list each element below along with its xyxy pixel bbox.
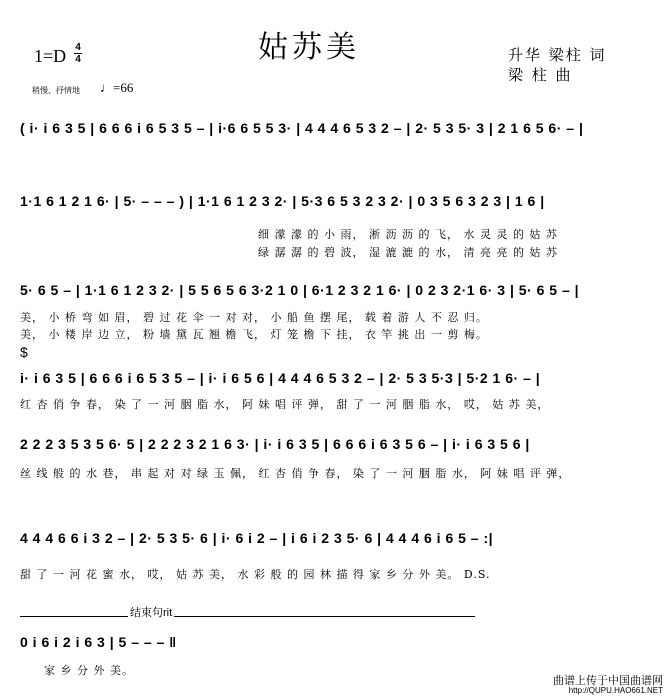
- meter-bottom: 4: [75, 54, 81, 65]
- time-signature: [74, 42, 82, 65]
- composer-credit: 梁 柱 曲: [508, 66, 573, 84]
- notation-line-3: 5· 6 5 – | 1·1 6 1 2 3 2· | 5 5 6 5 6 3·2 1 0 | 6·1 2 3 2 1 6· | 0 2 3 2·1 6· 3 | 5· 6 5 – |: [20, 282, 580, 298]
- notation-line-6: 4 4 4 6 6 i 3 2 – | 2· 5 3 5· 6 | i· 6 i 2 – | i 6 i 2 3 5· 6 | 4 4 4 6 i 6 5 – :|: [20, 530, 494, 546]
- lyricist-credit: 升华 梁柱 词: [508, 46, 607, 64]
- key-signature: 1=D: [34, 46, 67, 66]
- lyrics-3-verse-1: 美， 小 桥 弯 如 眉， 碧 过 花 伞 一 对 对， 小 船 鱼 摆 尾， 载 着 游 人 不 忍 归。: [20, 311, 488, 324]
- notation-line-4: i· i 6 3 5 | 6 6 6 i 6 5 3 5 – | i· i 6 5 6 | 4 4 4 6 5 3 2 – | 2· 5 3 5·3 | 5·2 1 6· – |: [20, 370, 541, 386]
- ending-label: 结束句rit: [128, 604, 174, 620]
- footer-site-name: 曲谱上传于中国曲谱网: [553, 675, 663, 687]
- notation-line-1: ( i· i 6 3 5 | 6 6 6 i 6 5 3 5 – | i·6 6 5 5 3· | 4 4 4 6 5 3 2 – | 2· 5 3 5· 3 | 2 1 6 5 6· – |: [20, 120, 584, 136]
- song-title: 姑苏美: [258, 30, 360, 65]
- tempo-mark: ♩=66: [100, 80, 134, 95]
- lyrics-6: 甜 了 一 河 花 蜜 水， 哎， 姑 苏 美， 水 彩 般 的 园 林 描 得 家 乡 分 外 美。 D.S.: [20, 568, 491, 581]
- lyrics-3-verse-2: 美， 小 楼 岸 边 立， 粉 墙 黛 瓦 翘 檐 飞， 灯 笼 檐 下 挂， 衣 竿 挑 出 一 剪 梅。: [20, 328, 488, 341]
- expression-mark: 稍慢、抒情地: [32, 86, 80, 95]
- lyrics-2-verse-2: 绿 潺 潺 的 碧 波， 湿 漉 漉 的 水， 清 亮 亮 的 姑 苏: [258, 246, 558, 259]
- notation-line-5: 2 2 2 3 5 3 5 6· 5 | 2 2 2 3 2 1 6 3· | i· i 6 3 5 | 6 6 6 i 6 3 5 6 – | i· i 6 3 5 6 |: [20, 436, 530, 452]
- segno-icon: $: [20, 344, 28, 360]
- lyrics-5: 丝 线 般 的 水 巷， 串 起 对 对 绿 玉 佩， 红 杏 俏 争 春， 染 了 一 河 胭 脂 水， 阿 妹 唱 评 弹，: [20, 467, 571, 480]
- notation-line-7: 0 i 6 i 2 i 6 3 | 5 – – – ‖: [20, 634, 177, 650]
- lyrics-4: 红 杏 俏 争 春， 染 了 一 河 胭 脂 水， 阿 妹 唱 评 弹， 甜 了 一 河 胭 脂 水， 哎， 姑 苏 美，: [20, 398, 550, 411]
- lyrics-2-verse-1: 细 濛 濛 的 小 雨， 淅 沥 沥 的 飞， 水 灵 灵 的 姑 苏: [258, 228, 558, 241]
- ending-bracket-line: [20, 616, 475, 617]
- meter-top: 4: [75, 42, 81, 53]
- footer-site-url: http://QUPU.HAO661.NET: [568, 686, 663, 695]
- notation-line-2: 1·1 6 1 2 1 6· | 5· – – – ) | 1·1 6 1 2 3 2· | 5·3 6 5 3 2 3 2· | 0 3 5 6 3 2 3 | 1 6 |: [20, 193, 545, 209]
- lyrics-7: 家 乡 分 外 美。: [44, 664, 134, 677]
